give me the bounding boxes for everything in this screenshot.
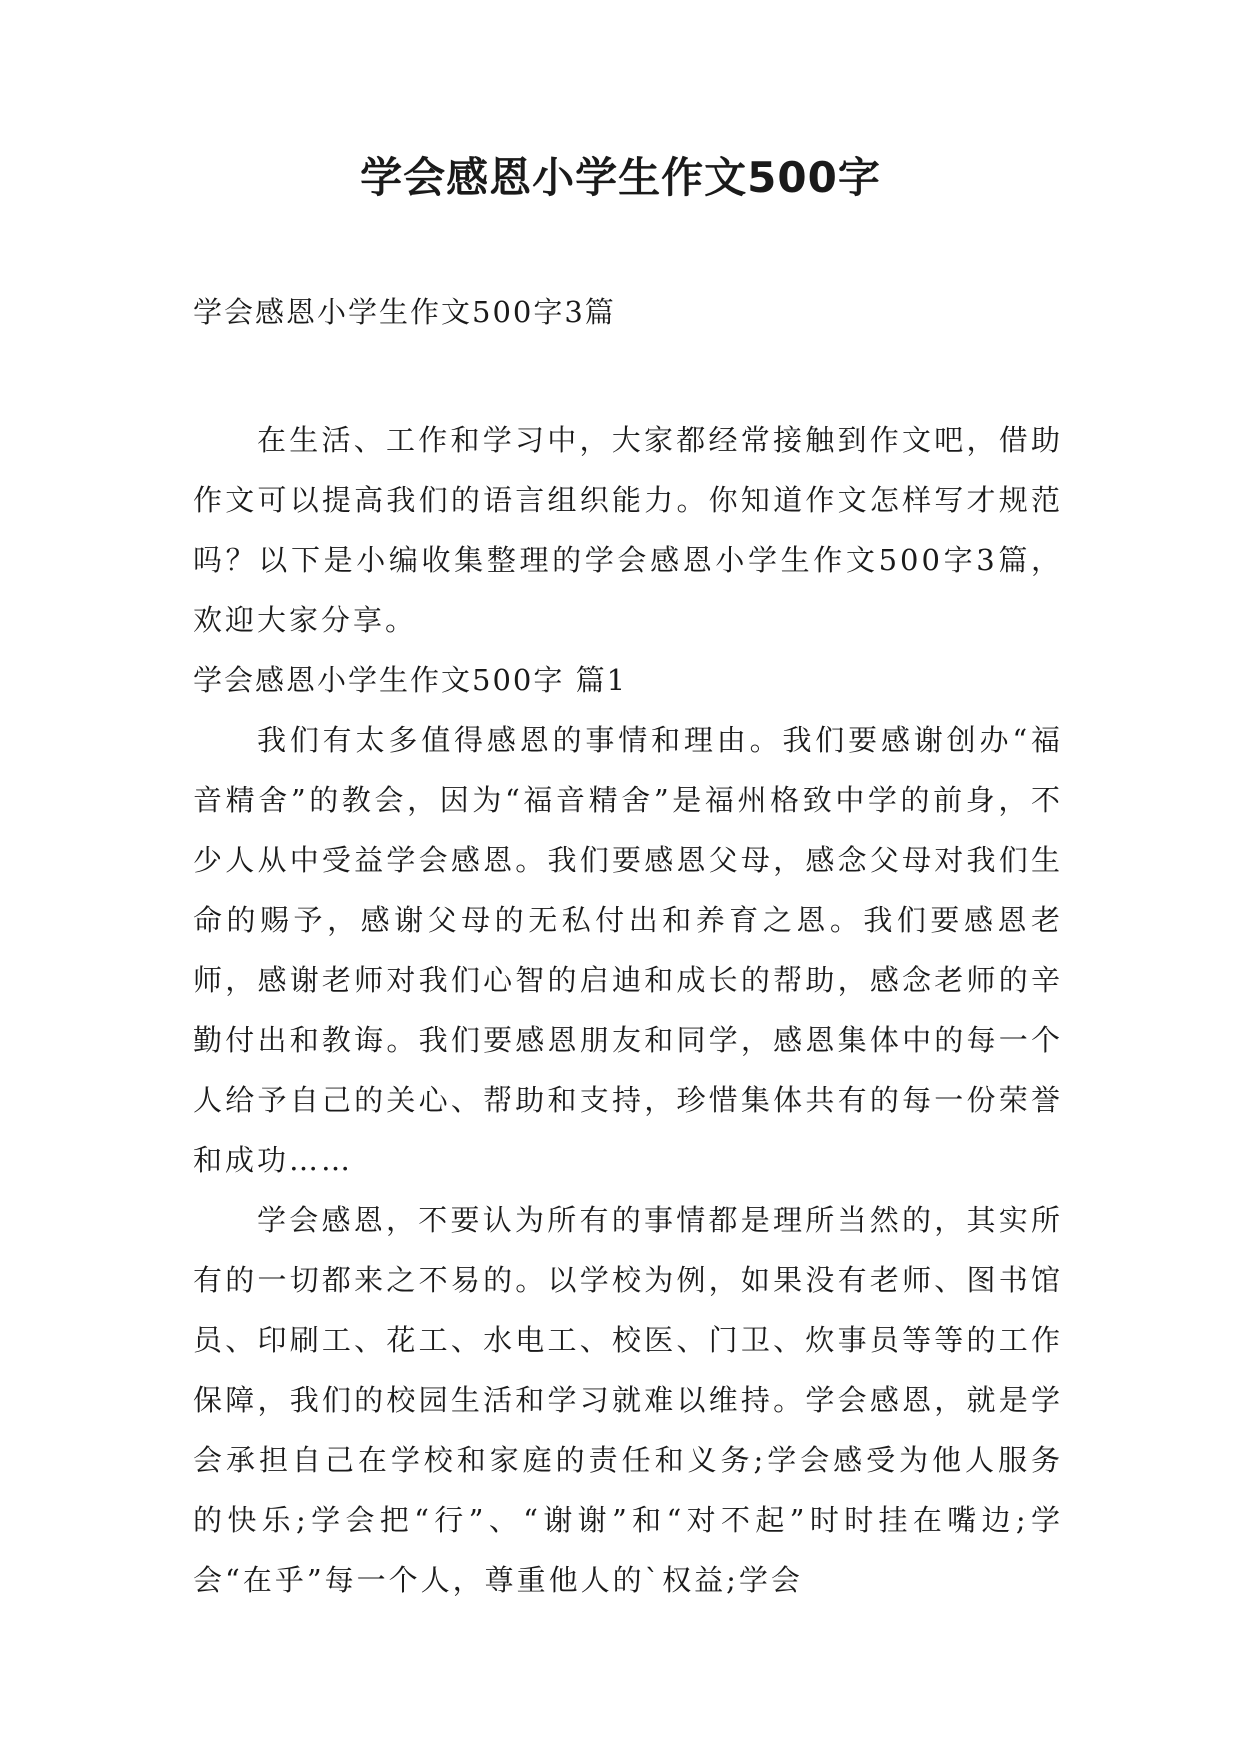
document-body xyxy=(193,410,1063,1610)
intro-paragraph: 在生活、工作和学习中，大家都经常接触到作文吧，借助作文可以提高我们的语言组织能力。你知道作文怎样写才规范吗？以下是小编收集整理的学会感恩小学生作文500字3篇，欢迎大家分享。 xyxy=(193,423,1063,637)
section-heading: 学会感恩小学生作文500字 篇1 xyxy=(193,663,628,697)
document-subtitle: 学会感恩小学生作文500字3篇 xyxy=(193,295,616,329)
body-paragraph: 学会感恩，不要认为所有的事情都是理所当然的，其实所有的一切都来之不易的。以学校为例，如果没有老师、图书馆员、印刷工、花工、水电工、校医、门卫、炊事员等等的工作保障，我们的校园生活和学习就难以维持。学会感恩，就是学会承担自己在学校和家庭的责任和义务;学会感受为他人服务的快乐;学会把“行”、“谢谢”和“对不起”时时挂在嘴边;学会“在乎”每一个人，尊重他人的`权益;学会 xyxy=(193,1203,1063,1597)
document-title: 学会感恩小学生作文500字 xyxy=(360,153,881,202)
body-paragraph: 我们有太多值得感恩的事情和理由。我们要感谢创办“福音精舍”的教会，因为“福音精舍”是福州格致中学的前身，不少人从中受益学会感恩。我们要感恩父母，感念父母对我们生命的赐予，感谢父母的无私付出和养育之恩。我们要感恩老师，感谢老师对我们心智的启迪和成长的帮助，感念老师的辛勤付出和教诲。我们要感恩朋友和同学，感恩集体中的每一个人给予自己的关心、帮助和支持，珍惜集体共有的每一份荣誉和成功…… xyxy=(193,723,1063,1177)
